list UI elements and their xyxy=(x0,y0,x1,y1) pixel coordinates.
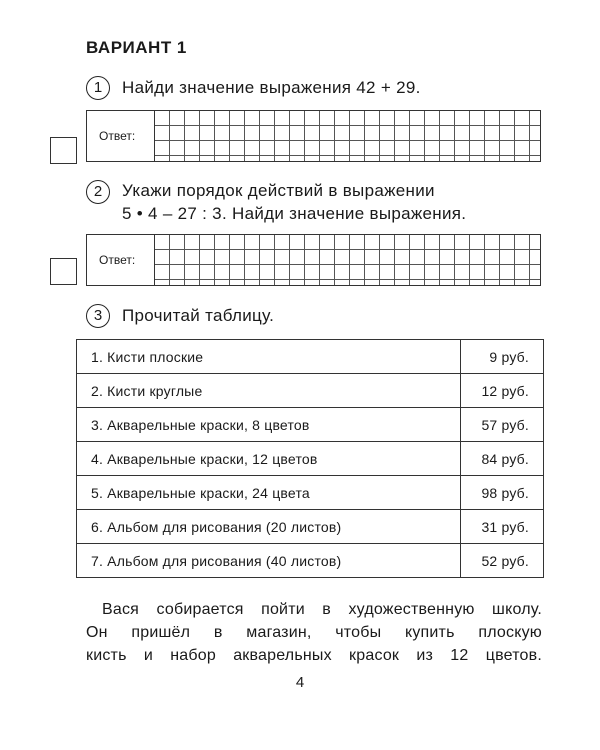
item-price: 84 руб. xyxy=(461,442,544,476)
item-name: 4. Акварельные краски, 12 цветов xyxy=(77,442,461,476)
paragraph-line-2: Он пришёл в магазин, чтобы купить плоскую xyxy=(86,624,542,641)
price-table xyxy=(76,339,544,578)
item-price: 98 руб. xyxy=(461,476,544,510)
question-3-text: Прочитай таблицу. xyxy=(122,306,275,325)
question-2-text-line1: Укажи порядок действий в выражении xyxy=(122,181,435,200)
question-2-text-line2: 5 • 4 – 27 : 3. Найди значение выражения. xyxy=(122,204,467,223)
table-row xyxy=(77,442,544,476)
question-1-number: 1 xyxy=(86,76,110,100)
question-3-number: 3 xyxy=(86,304,110,328)
item-price: 9 руб. xyxy=(461,340,544,374)
item-price: 31 руб. xyxy=(461,510,544,544)
score-checkbox-1[interactable] xyxy=(50,137,77,164)
table-row xyxy=(77,510,544,544)
item-name: 5. Акварельные краски, 24 цвета xyxy=(77,476,461,510)
paragraph-line-3: кисть и набор акварельных красок из 12 цветов. xyxy=(86,647,542,664)
table-row xyxy=(77,374,544,408)
answer-grid-2[interactable] xyxy=(155,235,540,285)
item-name: 7. Альбом для рисования (40 листов) xyxy=(77,544,461,578)
question-1-text: Найди значение выражения 42 + 29. xyxy=(122,78,421,97)
score-checkbox-2[interactable] xyxy=(50,258,77,285)
answer-box-1[interactable] xyxy=(86,110,541,162)
item-name: 1. Кисти плоские xyxy=(77,340,461,374)
table-row xyxy=(77,544,544,578)
table-row xyxy=(77,476,544,510)
item-name: 3. Акварельные краски, 8 цветов xyxy=(77,408,461,442)
variant-title: ВАРИАНТ 1 xyxy=(86,38,187,57)
table-row xyxy=(77,340,544,374)
answer-label-1: Ответ: xyxy=(87,111,155,161)
item-price: 52 руб. xyxy=(461,544,544,578)
item-name: 6. Альбом для рисования (20 листов) xyxy=(77,510,461,544)
table-row xyxy=(77,408,544,442)
problem-paragraph xyxy=(86,598,542,667)
item-price: 12 руб. xyxy=(461,374,544,408)
item-name: 2. Кисти круглые xyxy=(77,374,461,408)
paragraph-line-1: Вася собирается пойти в художественную школу. xyxy=(102,601,542,618)
item-price: 57 руб. xyxy=(461,408,544,442)
answer-label-2: Ответ: xyxy=(87,235,155,285)
answer-grid-1[interactable] xyxy=(155,111,540,161)
page-number: 4 xyxy=(295,674,305,691)
question-2-number: 2 xyxy=(86,180,110,204)
answer-box-2[interactable] xyxy=(86,234,541,286)
